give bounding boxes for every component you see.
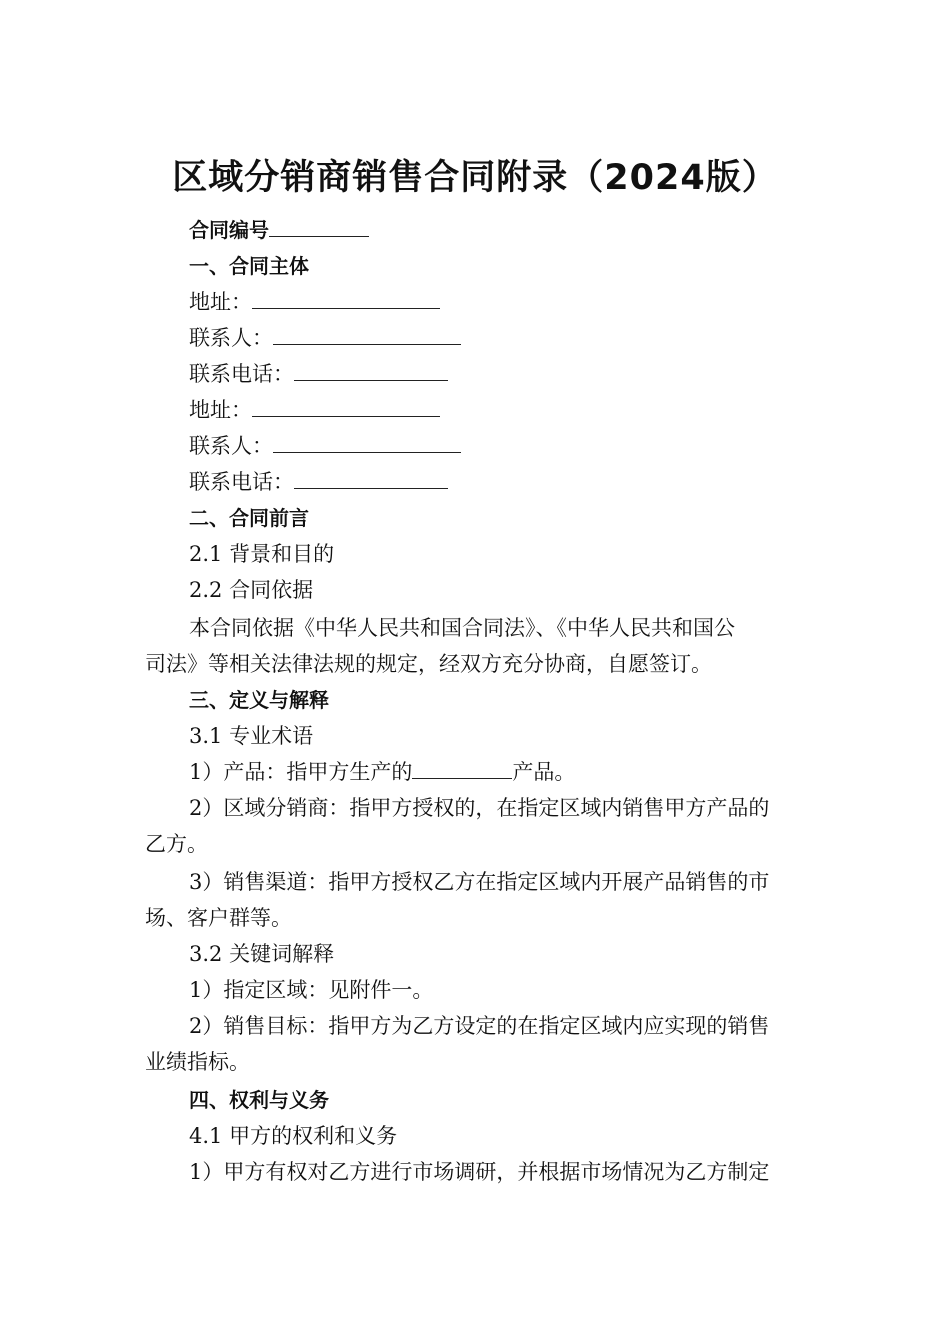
definition-product-blank <box>412 760 512 779</box>
section-heading-preface: 二、合同前言 <box>189 506 309 530</box>
party-a-phone-blank <box>294 362 448 381</box>
preface-item-2-2: 2.2 合同依据 <box>189 578 314 602</box>
party-b-contact-line <box>189 428 461 464</box>
basis-paragraph-line1: 本合同依据《中华人民共和国合同法》、《中华人民共和国公 <box>189 616 735 640</box>
party-a-address-label: 地址： <box>189 290 252 314</box>
party-b-address-blank <box>252 398 440 417</box>
party-a-contact-line <box>189 320 461 356</box>
definitions-item-3-1: 3.1 专业术语 <box>189 724 314 748</box>
section-heading-parties: 一、合同主体 <box>189 254 309 278</box>
keyword-sales-target-line1: 2）销售目标：指甲方为乙方设定的在指定区域内应实现的销售 <box>189 1014 770 1038</box>
definition-channel-line2: 场、客户群等。 <box>145 906 292 930</box>
document-title: 区域分销商销售合同附录（2024版） <box>172 158 778 198</box>
contract-number-line <box>189 212 369 248</box>
section-heading-rights: 四、权利与义务 <box>189 1088 329 1112</box>
basis-paragraph-line2: 司法》等相关法律法规的规定，经双方充分协商，自愿签订。 <box>145 652 712 676</box>
rights-item-4-1: 4.1 甲方的权利和义务 <box>189 1124 398 1148</box>
keyword-sales-target-line2: 业绩指标。 <box>145 1050 250 1074</box>
section-heading-definitions: 三、定义与解释 <box>189 688 329 712</box>
definition-distributor-line1: 2）区域分销商：指甲方授权的，在指定区域内销售甲方产品的 <box>189 796 770 820</box>
keyword-region: 1）指定区域：见附件一。 <box>189 978 434 1002</box>
definition-product-prefix: 1）产品：指甲方生产的 <box>189 760 413 784</box>
preface-item-2-1: 2.1 背景和目的 <box>189 542 335 566</box>
definitions-item-3-2: 3.2 关键词解释 <box>189 942 335 966</box>
party-b-address-line <box>189 392 440 428</box>
party-b-contact-label: 联系人： <box>189 434 273 458</box>
definition-product-suffix: 产品。 <box>512 760 576 784</box>
party-a-contact-label: 联系人： <box>189 326 273 350</box>
definition-product-line <box>189 754 575 790</box>
party-a-phone-line <box>189 356 448 392</box>
party-a-contact-blank <box>273 326 461 345</box>
contract-number-label: 合同编号 <box>189 218 269 242</box>
party-b-phone-blank <box>294 470 448 489</box>
party-b-contact-blank <box>273 434 461 453</box>
definition-channel-line1: 3）销售渠道：指甲方授权乙方在指定区域内开展产品销售的市 <box>189 870 770 894</box>
party-b-phone-label: 联系电话： <box>189 470 294 494</box>
party-b-phone-line <box>189 464 448 500</box>
party-a-address-blank <box>252 290 440 309</box>
definition-distributor-line2: 乙方。 <box>145 832 208 856</box>
rights-item-1-line1: 1）甲方有权对乙方进行市场调研，并根据市场情况为乙方制定 <box>189 1160 770 1184</box>
party-b-address-label: 地址： <box>189 398 252 422</box>
party-a-address-line <box>189 284 440 320</box>
contract-number-blank <box>269 218 369 237</box>
party-a-phone-label: 联系电话： <box>189 362 294 386</box>
